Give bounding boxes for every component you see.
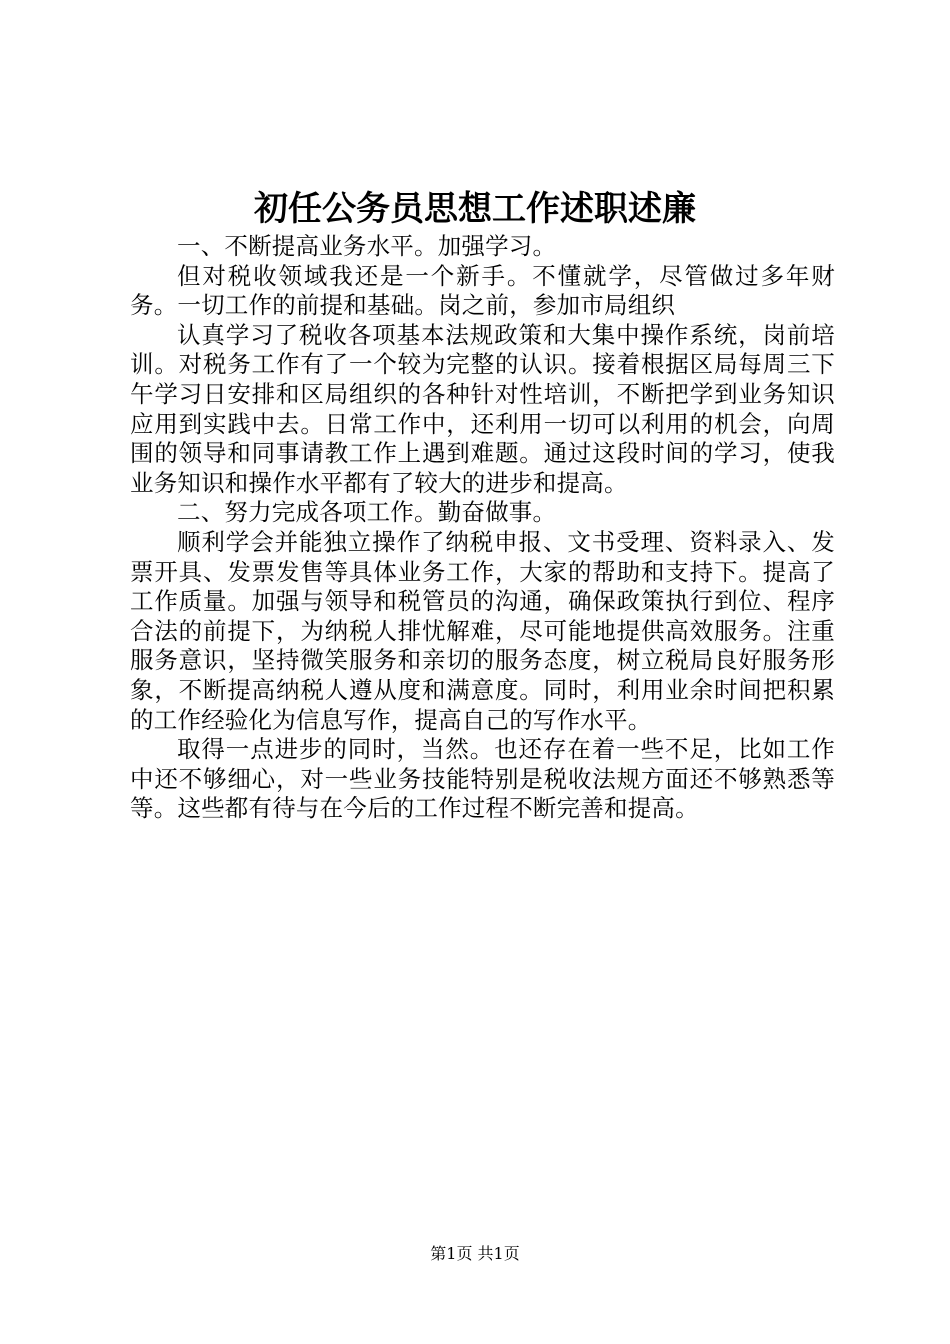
paragraph-4: 二、努力完成各项工作。勤奋做事。 — [177, 498, 557, 527]
paragraph-6: 取得一点进步的同时，当然。也还存在着一些不足，比如工作中还不够细心，对一些业务技能特别是税收法规方面还不够熟悉等等。这些都有待与在今后的工作过程不断完善和提高。 — [130, 735, 835, 823]
paragraph-3: 认真学习了税收各项基本法规政策和大集中操作系统，岗前培训。对税务工作有了一个较为完整的认识。接着根据区局每周三下午学习日安排和区局组织的各种针对性培训，不断把学到业务知识应用到实践中去。日常工作中，还利用一切可以利用的机会，向周围的领导和同事请教工作上遇到难题。通过这段时间的学习，使我业务知识和操作水平都有了较大的进步和提高。 — [130, 320, 835, 497]
document-body — [130, 232, 835, 824]
paragraph-5: 顺利学会并能独立操作了纳税申报、文书受理、资料录入、发票开具、发票发售等具体业务工作，大家的帮助和支持下。提高了工作质量。加强与领导和税管员的沟通，确保政策执行到位、程序合法的前提下，为纳税人排忧解难，尽可能地提供高效服务。注重服务意识，坚持微笑服务和亲切的服务态度，树立税局良好服务形象，不断提高纳税人遵从度和满意度。同时，利用业余时间把积累的工作经验化为信息写作，提高自己的写作水平。 — [130, 527, 835, 734]
paragraph-2: 但对税收领域我还是一个新手。不懂就学，尽管做过多年财务。一切工作的前提和基础。岗之前，参加市局组织 — [130, 261, 835, 320]
document-title: 初任公务员思想工作述职述廉 — [254, 189, 696, 229]
page-footer: 第1页 共1页 — [430, 1244, 520, 1263]
paragraph-1: 一、不断提高业务水平。加强学习。 — [177, 232, 557, 260]
